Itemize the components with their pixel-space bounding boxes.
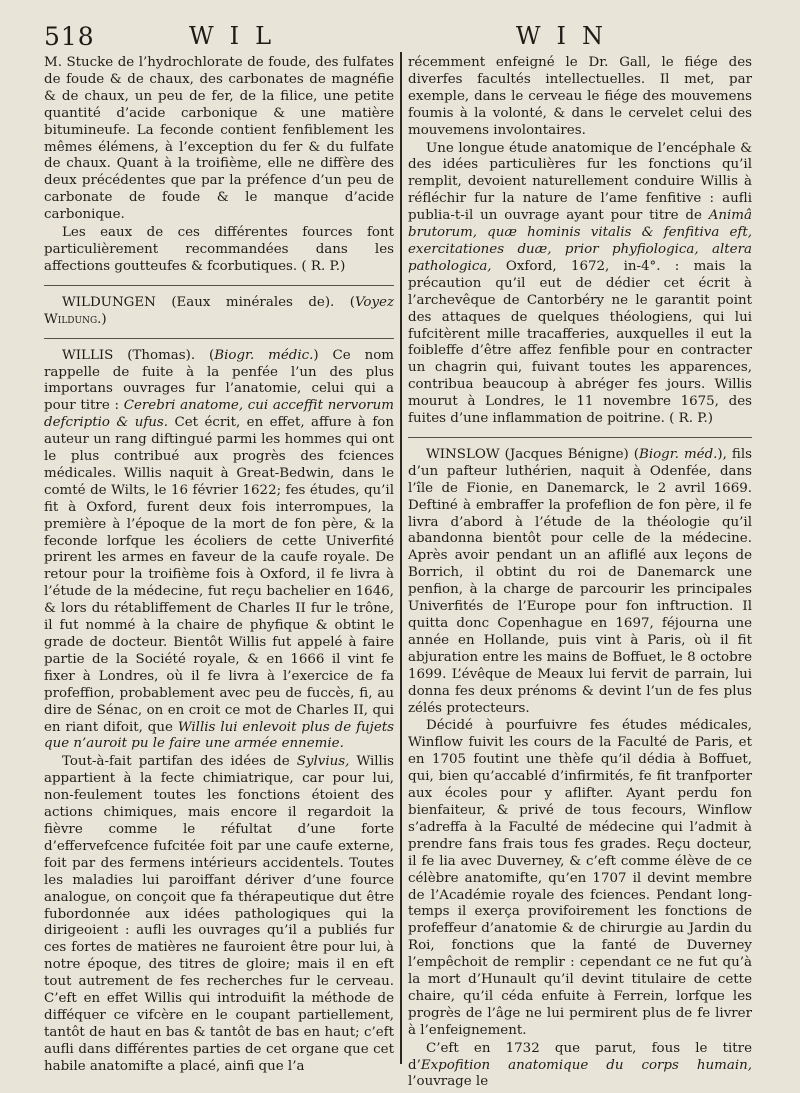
- running-head-left: WIL: [189, 22, 288, 50]
- entry-headword: WILDUNGEN: [62, 294, 156, 310]
- paragraph: Les eaux de ces différentes fources font particulièrement recommandées dans les affections goutteufes & fcorbutiques. ( R. P.): [44, 225, 394, 274]
- column-divider: [400, 52, 402, 1064]
- paragraph: Tout-à-fait partifan des idées de Sylvius, Willis appartient à la fecte chimiatrique, car pour lui, non-feulement toutes les fonctions étoient des actions chimiques, mais encore il regardoit la fièvre comme le réfultat d’une forte d’effervefcence fufcitée foit par une caufe externe, foit par des fermens intérieurs accidentels. Toutes les maladies lui paroiffant dériver d’une fource analogue, on conçoit que fa thérapeutique dut être fubordonnée aux idées pathologiques qui la dirigeoient : aufli les ouvrages qu’il a publiés fur ces fortes de matières ne fauroient être pour lui, à notre époque, des titres de gloire; mais il en eft tout autrement de fes recherches fur le cerveau. C’eft en effet Willis qui introduifit la méthode de difféquer ce vifcère en le coupant partiellement, tantôt de haut en bas & tantôt de bas en haut; c’eft aufli dans différentes parties de cet organe que cet habile anatomifte a placé, ainfi que l’a: [44, 754, 394, 1074]
- entry-headword: WILLIS (Thomas). (: [62, 347, 215, 363]
- entry-separator: [44, 285, 394, 286]
- work-title: Cerebri anatome, cui acceffit nervorum defcriptio & ufus.: [44, 398, 394, 431]
- right-column: [408, 55, 752, 1091]
- work-title: Expofition anatomique du corps humain,: [420, 1057, 752, 1073]
- quotation: Willis lui enlevoit plus de fujets que n’auroit pu le faire une armée ennemie.: [44, 719, 395, 752]
- entry-wildungen: WILDUNGEN (Eaux minérales de). (Voyez Wildung.): [44, 294, 394, 327]
- left-column: [44, 55, 394, 1076]
- paragraph: C’eft en 1732 que parut, fous le titre d’Expofition anatomique du corps humain, l’ouvrage le: [408, 1040, 752, 1090]
- entry-willis: WILLIS (Thomas). (Biogr. médic.) Ce nom rappelle de fuite à la penfée l’un des plus importans ouvrages fur l’anatomie, celui qui a pour titre : Cerebri anatome, cui acceffit nervorum defcriptio & ufus. Cet écrit, en effet, affure à fon auteur un rang diftingué parmi les hommes qui ont le plus contribué aux progrès des fciences médicales. Willis naquit à Great-Bedwin, dans le comté de Wilts, le 16 février 1622; fes études, qu’il fit à Oxford, furent deux fois interrompues, la première à l’époque de la mort de fon père, & la feconde lorfque les écoliers de cette Univerfité prirent les armes en faveur de la caufe royale. De retour pour la troifième fois à Oxford, il fe livra à l’étude de la médecine, fut reçu bachelier en 1646, & lors du rétabliffement de Charles II fur le trône, il fut nommé à la chaire de phyfique & obtint le grade de docteur. Bientôt Willis fut appelé à faire partie de la Société royale, & en 1666 il vint fe fixer à Londres, où il fe livra à l’exercice de fa profeffion, probablement avec peu de fuccès, fi, au dire de Sénac, on en croit ce mot de Charles II, qui en riant difoit, que Willis lui enlevoit plus de fujets que n’auroit pu le faire une armée ennemie.: [44, 347, 395, 752]
- paragraph: Une longue étude anatomique de l’encéphale & des idées particulières fur les fonctions qu’il remplit, devoient naturellement conduire Willis à réfléchir fur la nature de l’ame fenfitive : aufli publia-t-il un ouvrage ayant pour titre de Animâ brutorum, quæ hominis vitalis & fenfitiva eft, exercitationes duæ, prior phyfiologica, altera pathologica, Oxford, 1672, in-4°. : mais la précaution qu’il eut de dédier cet écrit à l’archevêque de Cantorbéry ne le garantit point des attaques de quelques théologiens, qui lui fufcitèrent mille tracafferies, auxquelles il eut la foibleffe d’être affez fenfible pour en contracter un chagrin qui, fuivant toutes les apparences, contribua beaucoup à abréger fes jours. Willis mourut à Londres, le 11 novembre 1675, des fuites d’une inflammation de poitrine. ( R. P.): [408, 140, 752, 427]
- work-title: Animâ brutorum, quæ hominis vitalis & fenfitiva eft, exercitationes duæ, prior phyfiologica, altera pathologica,: [408, 208, 752, 274]
- page-number: 518: [44, 22, 95, 51]
- entry-headword: WINSLOW (Jacques Bénigne) (: [426, 446, 639, 462]
- entry-winslow: WINSLOW (Jacques Bénigne) (Biogr. méd.), fils d’un pafteur luthérien, naquit à Odenfée, dans l’île de Fionie, en Danemarck, le 2 avril 1669. Deftiné à embraffer la profeflion de fon père, il fe livra d’abord à l’étude de la théologie qu’il abandonna bientôt pour celle de la médecine. Après avoir pendant un an afliflé aux leçons de Borrich, il obtint du roi de Danemarck une penfion, à la charge de parcourir les principales Univerfités de l’Europe pour fon inftruction. Il quitta donc Copenhague en 1697, féjourna une année en Hollande, puis vint à Paris, où il fit abjuration entre les mains de Boffuet, le 8 octobre 1699. L’évêque de Meaux lui fervit de parrain, lui donna fes deux prénoms & devint l’un de fes plus zélés protecteurs.: [408, 446, 753, 716]
- page-header: [44, 18, 764, 54]
- paragraph: M. Stucke de l’hydrochlorate de foude, des fulfates de foude & de chaux, des carbonates de magnéfie & de chaux, un peu de fer, de la filice, une petite quantité d’acide carbonique & une matière bitumineufe. La feconde contient fenfiblement les mêmes élémens, à l’exception du fer & du fulfate de chaux. Quant à la troifième, elle ne diffère des deux précédentes que par la préfence d’un peu de carbonate de foude & le manque d’acide carbonique.: [44, 55, 394, 223]
- paragraph: Décidé à pourfuivre fes études médicales, Winflow fuivit les cours de la Faculté de Paris, et en 1705 foutint une thèfe qu’il dédia à Boffuet, qui, bien qu’accablé d’infirmités, fe fit tranfporter aux écoles pour y aflifter. Ayant perdu fon bienfaiteur, & privé de tous fecours, Winflow s’adreffa à la Faculté de médecine qui l’admit à prendre fans frais tous fes grades. Reçu docteur, il fe lia avec Duverney, & c’eft comme élève de ce célèbre anatomifte, qu’en 1707 il devint membre de l’Académie royale des fciences. Pendant long-temps il exerça provifoirement les fonctions de profeffeur d’anatomie & de chirurgie au Jardin du Roi, fonctions que la fanté de Duverney l’empêchoit de remplir : cependant ce ne fut qu’à la mort d’Hunault qu’il devint titulaire de cette chaire, qu’il céda enfuite à Ferrein, lorfque les progrès de l’âge ne lui permirent plus de fe livrer à l’enfeignement.: [408, 718, 752, 1038]
- entry-separator: [44, 338, 394, 339]
- entry-separator: [408, 437, 752, 438]
- paragraph: récemment enfeigné le Dr. Gall, le fiége des diverfes facultés intellectuelles. Il met, par exemple, dans le cerveau le fiége des mouvemens foumis à la volonté, & dans le cervelet celui des mouvemens involontaires.: [408, 55, 752, 138]
- running-head-right: WIN: [515, 22, 619, 50]
